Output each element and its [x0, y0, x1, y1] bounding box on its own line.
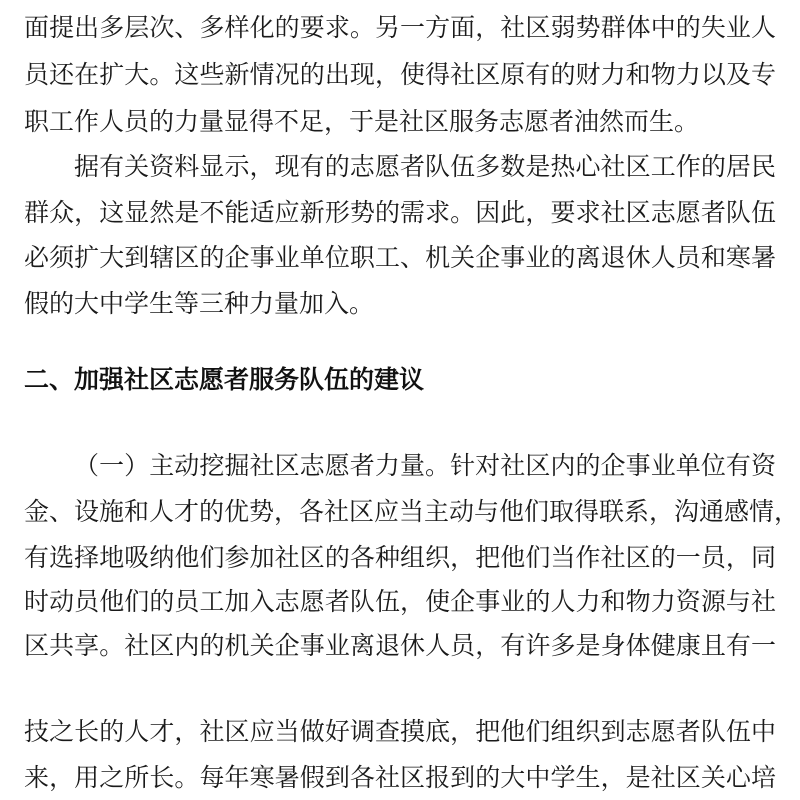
text-line: 群众，这显然是不能适应新形势的需求。因此，要求社区志愿者队伍	[24, 198, 776, 227]
text-line: 有选择地吸纳他们参加社区的各种组织，把他们当作社区的一员，同	[24, 543, 776, 572]
text-line: 职工作人员的力量显得不足，于是社区服务志愿者油然而生。	[24, 107, 700, 136]
text-line: 金、设施和人才的优势，各社区应当主动与他们取得联系，沟通感情，	[24, 497, 800, 526]
text-line: 面提出多层次、多样化的要求。另一方面，社区弱势群体中的失业人	[24, 13, 776, 42]
text-line: 来，用之所长。每年寒暑假到各社区报到的大中学生，是社区关心培	[24, 763, 776, 792]
text-line: 员还在扩大。这些新情况的出现，使得社区原有的财力和物力以及专	[24, 60, 776, 89]
section-heading: 二、加强社区志愿者服务队伍的建议	[24, 365, 425, 394]
text-line: 技之长的人才，社区应当做好调查摸底，把他们组织到志愿者队伍中	[24, 717, 776, 746]
text-line: 时动员他们的员工加入志愿者队伍，使企事业的人力和物力资源与社	[24, 587, 776, 616]
text-line: 据有关资料显示，现有的志愿者队伍多数是热心社区工作的居民	[74, 152, 776, 181]
text-line: 假的大中学生等三种力量加入。	[24, 289, 375, 318]
text-line: 区共享。社区内的机关企事业离退休人员，有许多是身体健康且有一	[24, 631, 776, 660]
text-line: （一）主动挖掘社区志愿者力量。针对社区内的企事业单位有资	[74, 451, 776, 480]
text-line: 必须扩大到辖区的企事业单位职工、机关企事业的离退休人员和寒暑	[24, 243, 776, 272]
